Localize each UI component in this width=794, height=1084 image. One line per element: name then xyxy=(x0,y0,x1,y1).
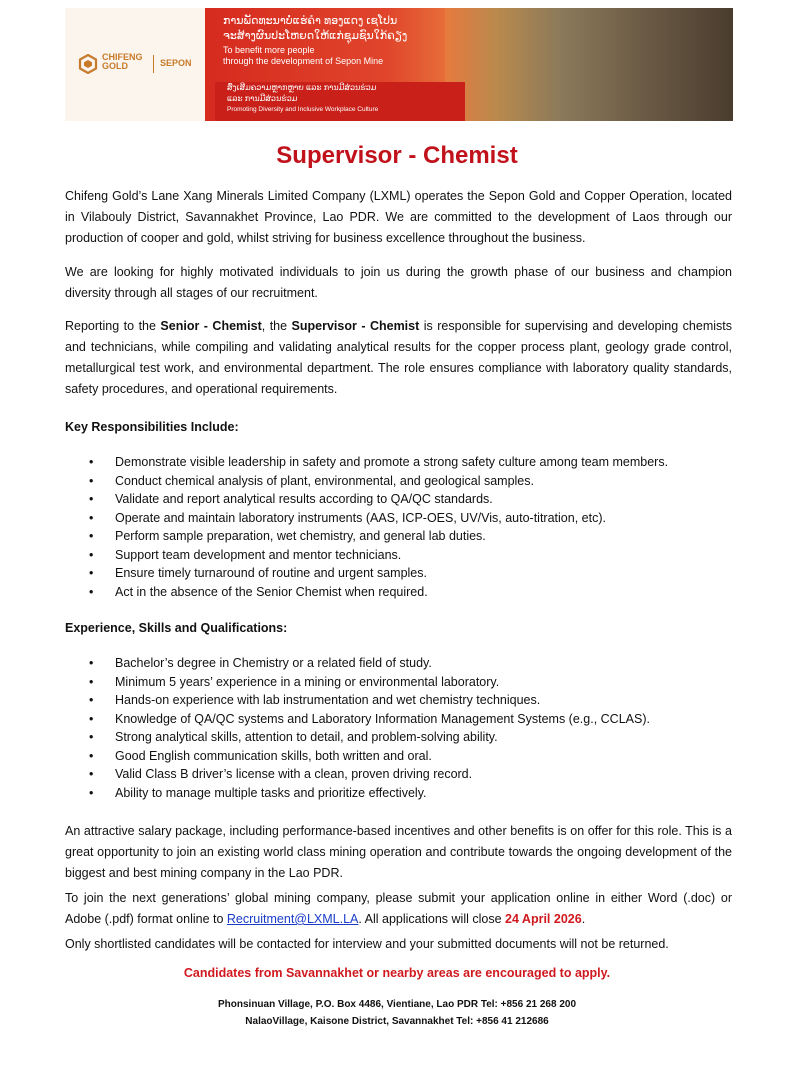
list-item: • Operate and maintain laboratory instruments (AAS, ICP-OES, UV/Vis, auto-titration, etc). xyxy=(65,509,732,528)
logo-area xyxy=(65,8,205,121)
list-item: • Act in the absence of the Senior Chemist when required. xyxy=(65,583,732,602)
qualifications-list xyxy=(65,654,732,802)
list-item: • Minimum 5 years’ experience in a mining or environmental laboratory. xyxy=(65,673,732,692)
apply-paragraph: To join the next generations’ global mining company, please submit your application online in either Word (.doc) or Adobe (.pdf) format online to Recruitment@LXML.LA. All applications will close 24 April 2026. xyxy=(65,891,732,926)
list-item: • Validate and report analytical results according to QA/QC standards. xyxy=(65,490,732,509)
banner-lao-line-2: ຈະສ້າງຜົນປະໂຫຍດໃຫ້ແກ່ຊຸມຊົນໃກ້ຄຽງ xyxy=(223,30,408,42)
looking-paragraph: We are looking for highly motivated individuals to join us during the growth phase of our business and champion diversity through all stages of our recruitment. xyxy=(65,265,732,300)
banner-lao-line-1: ການພັດທະນາບໍ່ແຮ່ຄຳ ທອງແດງ ເຊໂປນ xyxy=(223,15,398,27)
header-banner xyxy=(65,8,733,121)
list-item: • Ensure timely turnaround of routine and urgent samples. xyxy=(65,564,732,583)
banner-lao-line-3: ສົ່ງເສີມຄວາມຫຼາກຫຼາຍ ແລະ ການມີສ່ວນຮ່ວມ xyxy=(227,83,377,92)
intro-paragraph: Chifeng Gold’s Lane Xang Minerals Limited Company (LXML) operates the Sepon Gold and Copper Operation, located in Vilabouly District, Savannakhet Province, Lao PDR. We are committed to the development of Laos through our production of cooper and gold, whilst striving for business excellence throughout the business. xyxy=(65,189,732,245)
list-item: • Ability to manage multiple tasks and prioritize effectively. xyxy=(65,784,732,803)
logo-sepon: SEPON xyxy=(160,58,192,68)
logo-wordmark: CHIFENG GOLD xyxy=(102,52,143,71)
banner-photo xyxy=(445,8,733,121)
role-senior-chemist: Senior - Chemist xyxy=(160,319,262,333)
recruitment-email-link[interactable]: Recruitment@LXML.LA xyxy=(226,912,359,926)
banner-en-line-3: Promoting Diversity and Inclusive Workplace Culture xyxy=(227,106,379,113)
chifeng-logo-icon xyxy=(78,54,98,74)
list-item: • Conduct chemical analysis of plant, environmental, and geological samples. xyxy=(65,472,732,491)
shortlist-paragraph: Only shortlisted candidates will be contacted for interview and your submitted documents will not be returned. xyxy=(65,937,669,951)
list-item: • Support team development and mentor technicians. xyxy=(65,546,732,565)
list-item: • Perform sample preparation, wet chemistry, and general lab duties. xyxy=(65,527,732,546)
encourage-note: Candidates from Savannakhet or nearby areas are encouraged to apply. xyxy=(183,966,611,980)
address-savannakhet: NalaoVillage, Kaisone District, Savannakhet Tel: +856 41 212686 xyxy=(245,1016,549,1027)
responsibilities-list xyxy=(65,453,732,601)
list-item: • Bachelor’s degree in Chemistry or a related field of study. xyxy=(65,654,732,673)
banner-en-line-2: through the development of Sepon Mine xyxy=(223,56,384,66)
list-item: • Good English communication skills, both written and oral. xyxy=(65,747,732,766)
list-item: • Strong analytical skills, attention to detail, and problem-solving ability. xyxy=(65,728,732,747)
responsibilities-heading: Key Responsibilities Include: xyxy=(65,420,239,434)
role-supervisor-chemist: Supervisor - Chemist xyxy=(291,319,420,333)
qualifications-heading: Experience, Skills and Qualifications: xyxy=(65,621,288,635)
banner-lao-line-4: ແລະ ການມີສ່ວນຮ່ວມ xyxy=(227,94,298,103)
address-vientiane: Phonsinuan Village, P.O. Box 4486, Vientiane, Lao PDR Tel: +856 21 268 200 xyxy=(217,999,577,1010)
list-item: • Knowledge of QA/QC systems and Laboratory Information Management Systems (e.g., CCLAS). xyxy=(65,710,732,729)
list-item: • Demonstrate visible leadership in safety and promote a strong safety culture among team members. xyxy=(65,453,732,472)
application-deadline: 24 April 2026 xyxy=(505,912,582,926)
banner-en-line-1: To benefit more people xyxy=(223,45,315,55)
salary-paragraph: An attractive salary package, including performance-based incentives and other benefits is on offer for this role. This is a great opportunity to join an existing world class mining operation and contribute towards the ongoing development of the biggest and best mining company in the Lao PDR. xyxy=(65,824,732,880)
list-item: • Hands-on experience with lab instrumentation and wet chemistry techniques. xyxy=(65,691,732,710)
reporting-paragraph: Reporting to the Senior - Chemist, the Supervisor - Chemist is responsible for supervising and developing chemists and technicians, while compiling and validating analytical results for the copper process plant, geology grade control, metallurgical test work, and environmental department. The role ensures compliance with laboratory quality standards, safety procedures, and operational requirements. xyxy=(65,319,732,396)
logo-divider xyxy=(153,55,154,73)
page-title: Supervisor - Chemist xyxy=(276,142,518,169)
list-item: • Valid Class B driver’s license with a clean, proven driving record. xyxy=(65,765,732,784)
